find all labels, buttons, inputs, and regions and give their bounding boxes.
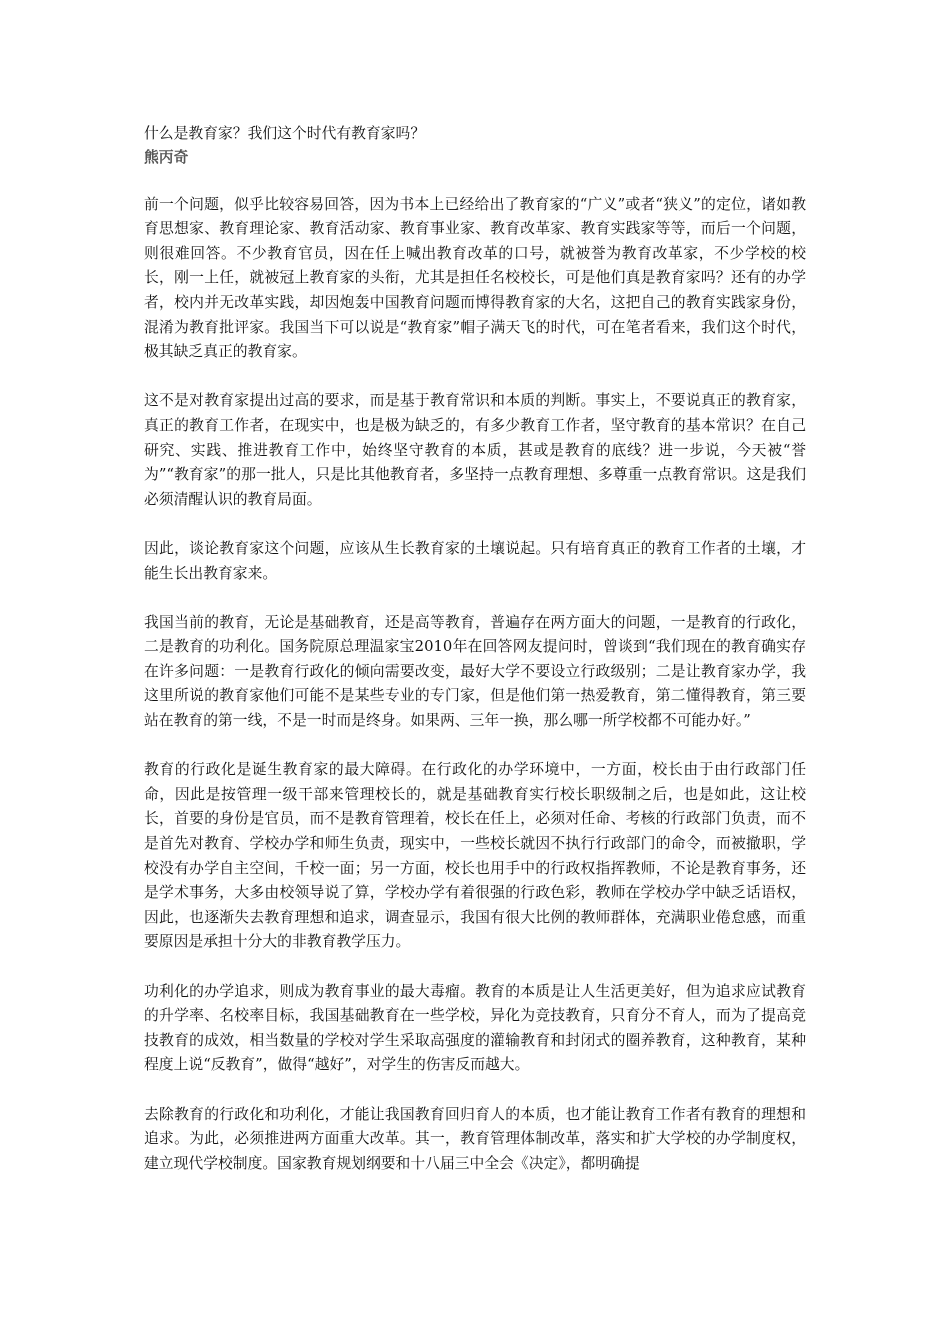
article-title: 什么是教育家？我们这个时代有教育家吗？ — [144, 125, 426, 142]
paragraph-3: 因此，谈论教育家这个问题，应该从生长教育家的土壤说起。只有培育真正的教育工作者的土壤，才能生长出教育家来。 — [144, 539, 806, 582]
paragraph-4: 我国当前的教育，无论是基础教育，还是高等教育，普遍存在两方面大的问题，一是教育的行政化，二是教育的功利化。国务院原总理温家宝2010年在回答网友提问时，曾谈到“我们现在的教育确实存在许多问题：一是教育行政化的倾向需要改变，最好大学不要设立行政级别；二是让教育家办学，我这里所说的教育家他们可能不是某些专业的专门家，但是他们第一热爱教育，第二懂得教育，第三要站在教育的第一线，不是一时而是终身。如果两、三年一换，那么哪一所学校都不可能办好。” — [144, 613, 806, 730]
paragraph-2: 这不是对教育家提出过高的要求，而是基于教育常识和本质的判断。事实上，不要说真正的教育家，真正的教育工作者，在现实中，也是极为缺乏的，有多少教育工作者，坚守教育的基本常识？在自己研究、实践、推进教育工作中，始终坚守教育的本质，甚或是教育的底线？进一步说，今天被“誉为”“教育家”的那一批人，只是比其他教育者，多坚持一点教育理想、多尊重一点教育常识。这是我们必须清醒认识的教育局面。 — [144, 392, 806, 508]
paragraph-7: 去除教育的行政化和功利化，才能让我国教育回归育人的本质，也才能让教育工作者有教育的理想和追求。为此，必须推进两方面重大改革。其一，教育管理体制改革，落实和扩大学校的办学制度权，建立现代学校制度。国家教育规划纲要和十八届三中全会《决定》，都明确提 — [144, 1105, 806, 1172]
article-body — [144, 122, 806, 1176]
paragraph-1: 前一个问题，似乎比较容易回答，因为书本上已经给出了教育家的“广义”或者“狭义”的定位，诸如教育思想家、教育理论家、教育活动家、教育事业家、教育改革家、教育实践家等等，而后一个问题，则很难回答。不少教育官员，因在任上喊出教育改革的口号，就被誉为教育改革家，不少学校的校长，刚一上任，就被冠上教育家的头衔，尤其是担任名校校长，可是他们真是教育家吗？还有的办学者，校内并无改革实践，却因炮轰中国教育问题而博得教育家的大名，这把自己的教育实践家身份，混淆为教育批评家。我国当下可以说是“教育家”帽子满天飞的时代，可在笔者看来，我们这个时代，极其缺乏真正的教育家。 — [144, 195, 806, 361]
paragraph-5: 教育的行政化是诞生教育家的最大障碍。在行政化的办学环境中，一方面，校长由于由行政部门任命，因此是按管理一级干部来管理校长的，就是基础教育实行校长职级制之后，也是如此，这让校长，首要的身份是官员，而不是教育管理着，校长在任上，必须对任命、考核的行政部门负责，而不是首先对教育、学校办学和师生负责，现实中，一些校长就因不执行行政部门的命令，而被撤职，学校没有办学自主空间，千校一面；另一方面，校长也用手中的行政权指挥教师，不论是教育事务，还是学术事务，大多由校领导说了算，学校办学有着很强的行政色彩，教师在学校办学中缺乏话语权，因此，也逐渐失去教育理想和追求，调查显示，我国有很大比例的教师群体，充满职业倦怠感，而重要原因是承担十分大的非教育教学压力。 — [144, 761, 806, 951]
paragraph-6: 功利化的办学追求，则成为教育事业的最大毒瘤。教育的本质是让人生活更美好，但为追求应试教育的升学率、名校率目标，我国基础教育在一些学校，异化为竞技教育，只育分不育人，而为了提高竞技教育的成效，相当数量的学校对学生采取高强度的灌输教育和封闭式的圈养教育，这种教育，某种程度上说“反教育”，做得“越好”，对学生的伤害反而越大。 — [144, 982, 806, 1074]
article-author: 熊丙奇 — [144, 148, 189, 166]
